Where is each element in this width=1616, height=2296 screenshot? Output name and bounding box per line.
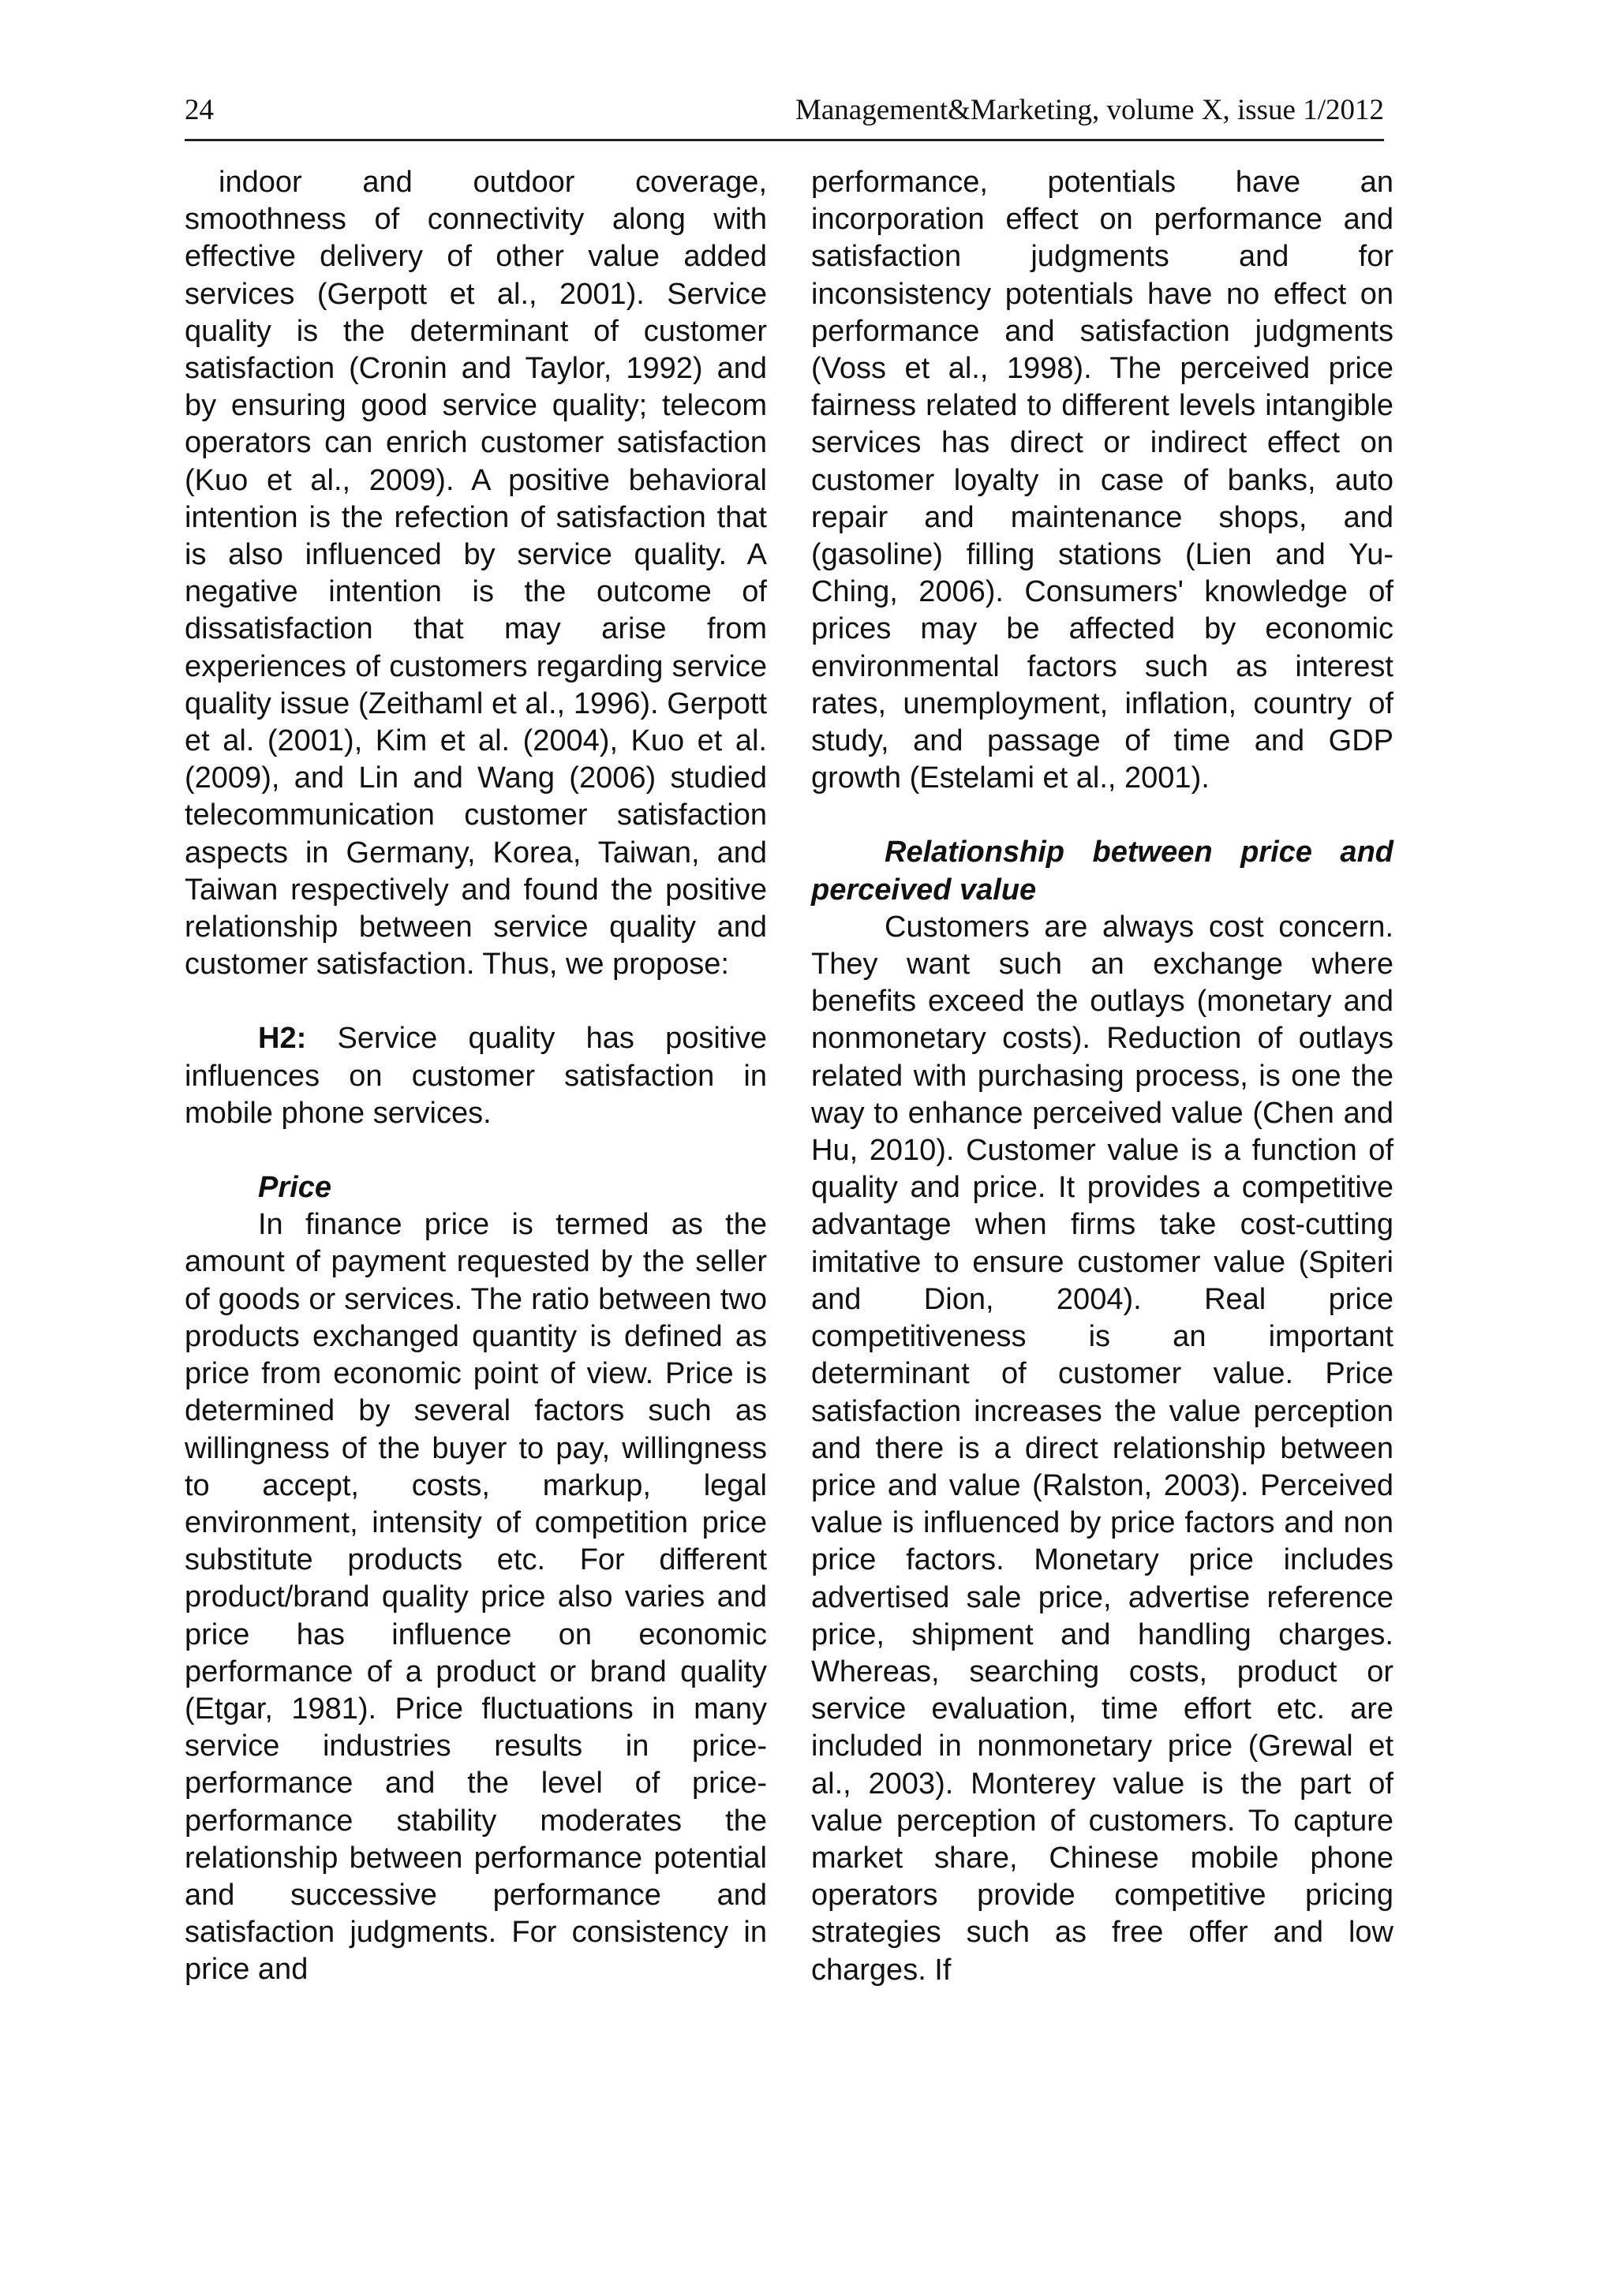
paragraph-price-continued: performance, potentials have an incorporation effect on performance and satisfaction judgments and for inconsistency potentials have no effect on performance and satisfaction judgments (Voss et al., 1998). The perceived price fairness related to different levels intangible services has direct or indirect effect on customer loyalty in case of banks, auto repair and maintenance shops, and (gasoline) filling stations (Lien and Yu-Ching, 2006). Consumers' knowledge of prices may be affected by economic environmental factors such as interest rates, unemployment, inflation, country of study, and passage of time and GDP growth (Estelami et al., 2001).	[811, 166, 1393, 795]
left-column	[185, 164, 767, 1989]
paragraph-price: In finance price is termed as the amount of payment requested by the seller of goods or services. The ratio between two products exchanged quantity is defined as price from economic point of view. Price is determined by several factors such as willingness of the buyer to pay, willingness to accept, costs, markup, legal environment, intensity of competition price substitute products etc. For different product/brand quality price also varies and price has influence on economic performance of a product or brand quality (Etgar, 1981). Price fluctuations in many service industries results in price-performance and the level of price-performance stability moderates the relationship between performance potential and successive performance and satisfaction judgments. For consistency in price and	[185, 1208, 767, 1987]
section-heading-price-value: Relationship between price and perceived value	[811, 836, 1393, 907]
page-number: 24	[185, 94, 214, 126]
spacer	[185, 1132, 767, 1169]
hypothesis-h2	[185, 1020, 767, 1132]
hypothesis-text: Service quality has positive influences on customer satisfaction in mobile phone services.	[185, 1022, 767, 1130]
spacer	[811, 797, 1393, 834]
paragraph-price-value: Customers are always cost concern. They want such an exchange where benefits exceed the outlays (monetary and nonmonetary costs). Reduction of outlays related with purchasing process, is one the way to enhance perceived value (Chen and Hu, 2010). Customer value is a function of quality and price. It provides a competitive advantage when firms take cost-cutting imitative to ensure customer value (Spiteri and Dion, 2004). Real price competitiveness is an important determinant of customer value. Price satisfaction increases the value perception and there is a direct relationship between price and value (Ralston, 2003). Perceived value is influenced by price factors and non price factors. Monetary price includes advertised sale price, advertise reference price, shipment and handling charges. Whereas, searching costs, product or service evaluation, time effort etc. are included in nonmonetary price (Grewal et al., 2003). Monterey value is the part of value perception of customers. To capture market share, Chinese mobile phone operators provide competitive pricing strategies such as free offer and low charges. If	[811, 910, 1393, 1987]
page-header	[185, 93, 1384, 141]
spacer	[185, 983, 767, 1020]
hypothesis-label: H2:	[258, 1022, 307, 1056]
section-heading-price: Price	[258, 1171, 331, 1205]
right-column	[811, 164, 1393, 1989]
paragraph-service-quality: indoor and outdoor coverage, smoothness of connectivity along with effective delivery of other value added services (Gerpott et al., 2001). Service quality is the determinant of customer satisfaction (Cronin and Taylor, 1992) and by ensuring good service quality; telecom operators can enrich customer satisfaction (Kuo et al., 2009). A positive behavioral intention is the refection of satisfaction that is also influenced by service quality. A negative intention is the outcome of dissatisfaction that may arise from experiences of customers regarding service quality issue (Zeithaml et al., 1996). Gerpott et al. (2001), Kim et al. (2004), Kuo et al. (2009), and Lin and Wang (2006) studied telecommunication customer satisfaction aspects in Germany, Korea, Taiwan, and Taiwan respectively and found the positive relationship between service quality and customer satisfaction. Thus, we propose:	[185, 166, 767, 982]
journal-title: Management&Marketing, volume X, issue 1/2012	[795, 94, 1384, 126]
